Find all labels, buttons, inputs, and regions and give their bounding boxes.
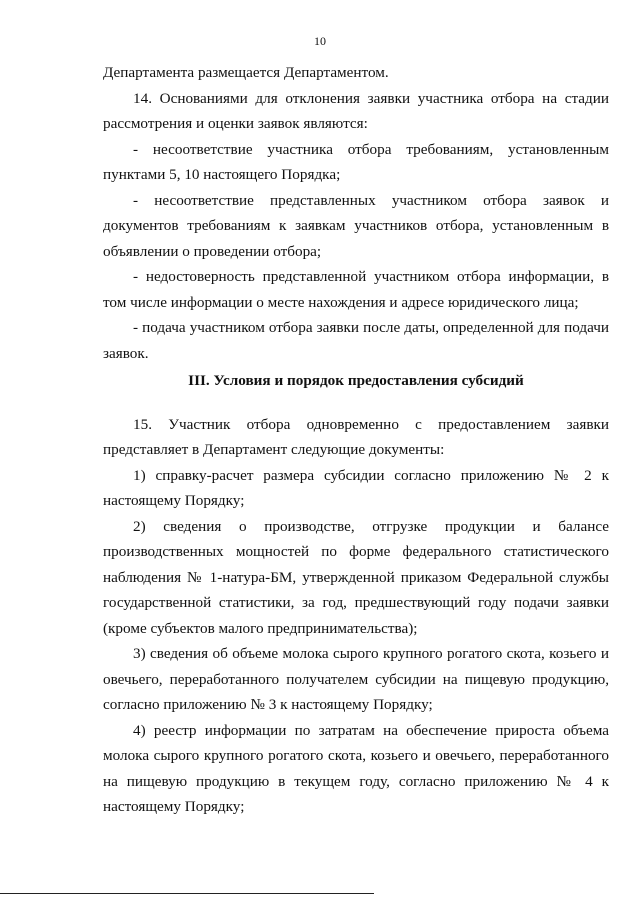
document-body xyxy=(103,60,609,820)
list-item-1: 1) справку-расчет размера субсидии согласно приложению № 2 к настоящему Порядку; xyxy=(103,466,609,509)
paragraph-14: 14. Основаниями для отклонения заявки участника отбора на стадии рассмотрения и оценки заявок являются: xyxy=(103,89,609,132)
list-item-4: 4) реестр информации по затратам на обеспечение прироста объема молока сырого крупного рогатого скота, козьего и овечьего, переработанного на пищевую продукцию в текущем году, согласно приложению № 4 к настоящему Порядку; xyxy=(103,721,609,815)
paragraph-15: 15. Участник отбора одновременно с предоставлением заявки представляет в Департамент следующие документы: xyxy=(103,415,609,458)
section-heading: III. Условия и порядок предоставления субсидий xyxy=(188,372,524,389)
list-item-requirements: - несоответствие участника отбора требованиям, установленным пунктами 5, 10 настоящего Порядка; xyxy=(103,140,609,183)
section-spacer xyxy=(103,394,609,412)
list-item-documents: - несоответствие представленных участником отбора заявок и документов требованиям к заявкам участников отбора, установленным в объявлении о проведении отбора; xyxy=(103,191,609,260)
paragraph-continuation: Департамента размещается Департаментом. xyxy=(103,64,389,81)
list-item-unreliable-info: - недостоверность представленной участником отбора информации, в том числе информации о месте нахождения и адресе юридического лица; xyxy=(103,268,609,311)
footer-rule xyxy=(0,893,374,894)
list-item-2: 2) сведения о производстве, отгрузке продукции и балансе производственных мощностей по форме федерального статистического наблюдения № 1-натура-БМ, утвержденной приказом Федеральной службы государственной статистики, за год, предшествующий году подачи заявки (кроме субъектов малого предпринимательства); xyxy=(103,517,609,637)
list-item-late-submission: - подача участником отбора заявки после даты, определенной для подачи заявок. xyxy=(103,319,609,362)
page-number: 10 xyxy=(314,34,326,48)
list-item-3: 3) сведения об объеме молока сырого крупного рогатого скота, козьего и овечьего, переработанного получателем субсидии на пищевую продукцию, согласно приложению № 3 к настоящему Порядку; xyxy=(103,645,609,713)
